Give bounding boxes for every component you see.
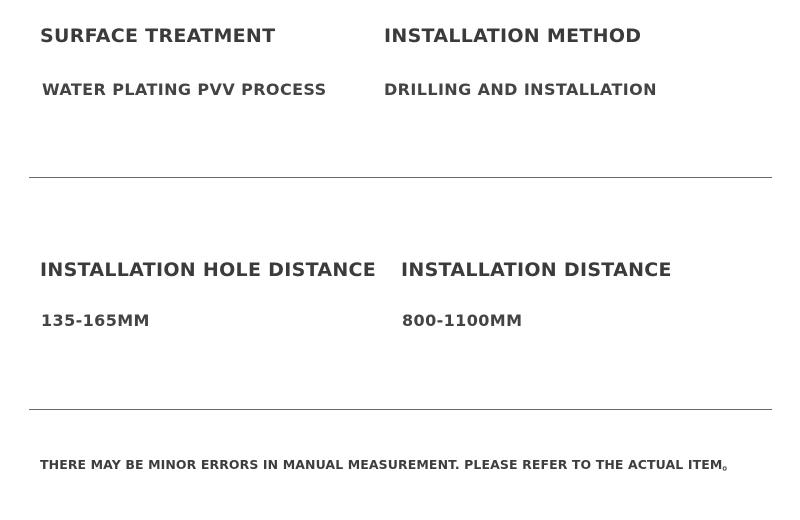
measurement-disclaimer: THERE MAY BE MINOR ERRORS IN MANUAL MEASUREMENT. PLEASE REFER TO THE ACTUAL ITEM。 xyxy=(40,457,735,472)
installation-hole-distance-value: 135-165MM xyxy=(41,311,150,330)
installation-method-label: INSTALLATION METHOD xyxy=(384,25,642,47)
installation-distance-label: INSTALLATION DISTANCE xyxy=(401,259,672,281)
surface-treatment-label: SURFACE TREATMENT xyxy=(40,25,276,47)
installation-hole-distance-label: INSTALLATION HOLE DISTANCE xyxy=(40,259,377,281)
installation-method-value: DRILLING AND INSTALLATION xyxy=(384,80,657,99)
installation-distance-value: 800-1100MM xyxy=(402,311,523,330)
surface-treatment-value: WATER PLATING PVV PROCESS xyxy=(42,80,327,99)
divider-top xyxy=(29,177,772,178)
divider-bottom xyxy=(29,409,772,410)
